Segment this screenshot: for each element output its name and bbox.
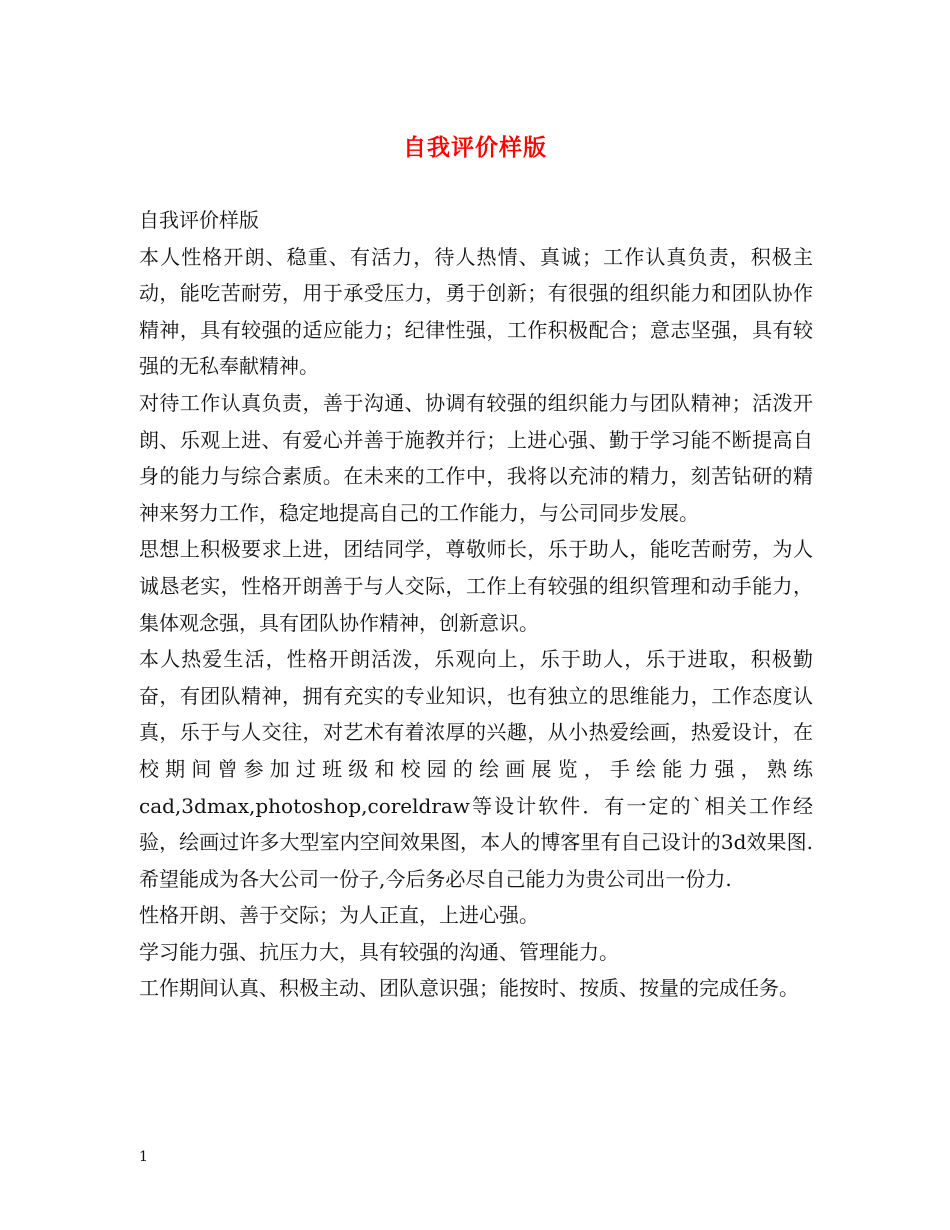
document-title: 自我评价样版 [403, 134, 547, 161]
paragraph: 工作期间认真、积极主动、团队意识强；能按时、按质、按量的完成任务。 [139, 976, 799, 1001]
paragraph: 学习能力强、抗压力大，具有较强的沟通、管理能力。 [139, 939, 619, 964]
paragraph: 本人热爱生活，性格开朗活泼，乐观向上，乐于助人，乐于进取，积极勤奋，有团队精神，拥有充实的专业知识，也有独立的思维能力，工作态度认真，乐于与人交往，对艺术有着浓厚的兴趣，从小热爱绘画，热爱设计，在校期间曾参加过班级和校园的绘画展览，手绘能力强，熟练cad,3dmax,photoshop,coreldraw等设计软件．有一定的`相关工作经验，绘画过许多大型室内空间效果图，本人的博客里有自己设计的3d效果图.希望能成为各大公司一份子,今后务必尽自己能力为贵公司出一份力. [139, 647, 813, 891]
paragraph: 性格开朗、善于交际；为人正直，上进心强。 [139, 903, 539, 928]
paragraph: 对待工作认真负责，善于沟通、协调有较强的组织能力与团队精神；活泼开朗、乐观上进、有爱心并善于施教并行；上进心强、勤于学习能不断提高自身的能力与综合素质。在未来的工作中，我将以充沛的精力，刻苦钻研的精神来努力工作，稳定地提高自己的工作能力，与公司同步发展。 [139, 390, 813, 525]
page-number: 1 [139, 1149, 148, 1165]
paragraph: 思想上积极要求上进，团结同学，尊敬师长，乐于助人，能吃苦耐劳，为人诚恳老实，性格开朗善于与人交际，工作上有较强的组织管理和动手能力，集体观念强，具有团队协作精神，创新意识。 [139, 537, 813, 635]
paragraph-heading: 自我评价样版 [139, 208, 259, 232]
paragraph: 本人性格开朗、稳重、有活力，待人热情、真诚；工作认真负责，积极主动，能吃苦耐劳，用于承受压力，勇于创新；有很强的组织能力和团队协作精神，具有较强的适应能力；纪律性强，工作积极配合；意志坚强，具有较强的无私奉献精神。 [139, 244, 813, 379]
document-body [139, 202, 813, 1007]
